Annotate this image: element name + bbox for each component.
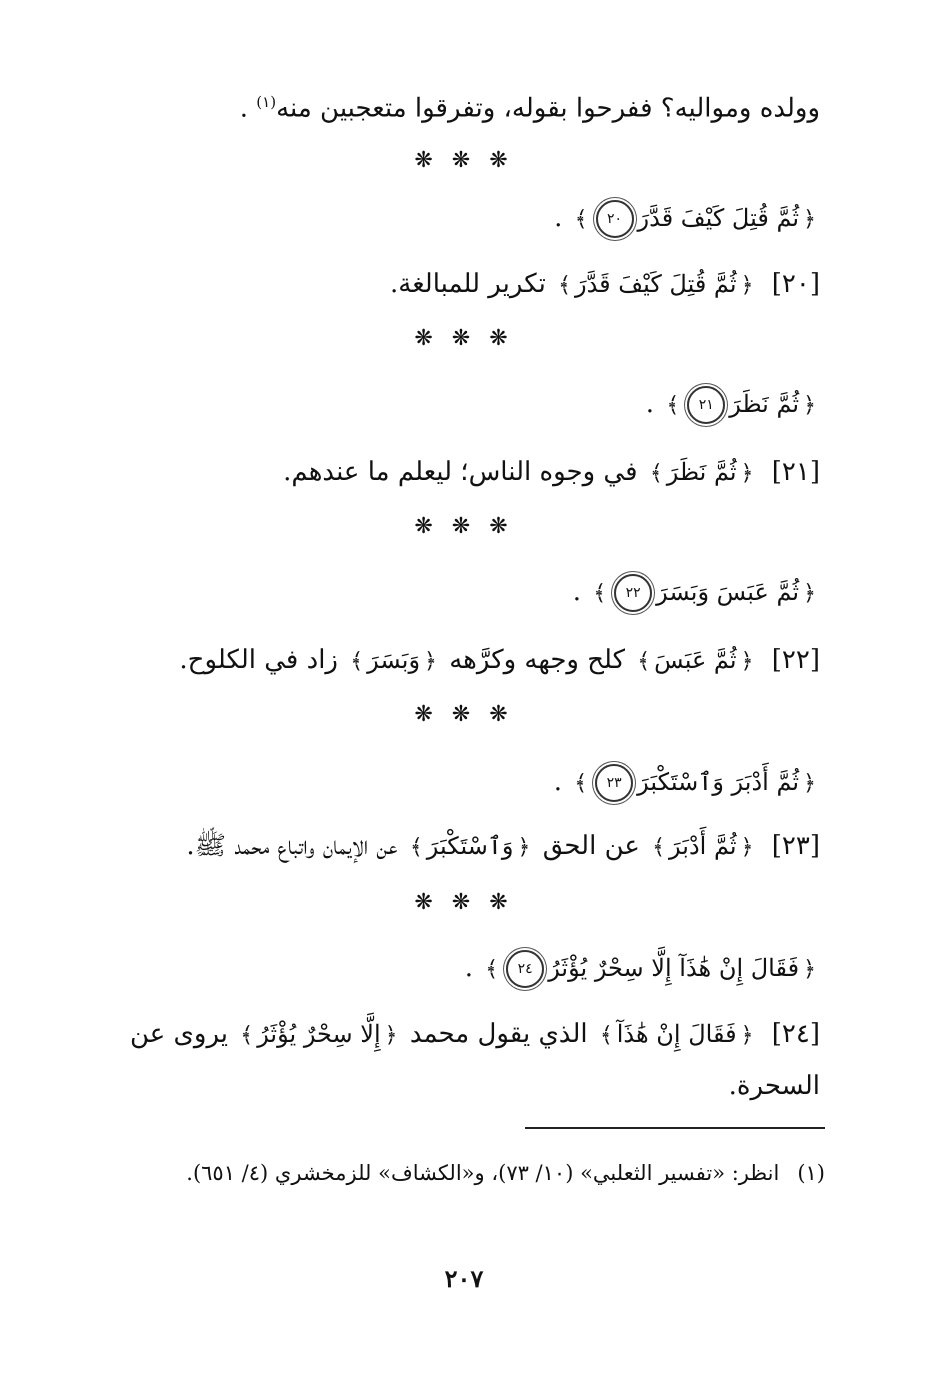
ayah-text: فَقَالَ إِنْ هَٰذَآ إِلَّا سِحْرٌ يُؤْثَرُ [548, 954, 800, 982]
commentary-text: كلح وجهه وكرَّهه [449, 645, 625, 675]
ayah-text: ثُمَّ عَبَسَ وَبَسَرَ [656, 578, 800, 606]
ayah-line-20: ﴿ثُمَّ قُتِلَ كَيْفَ قَدَّرَ٢٠﴾ . [108, 196, 820, 242]
ornate-bracket-close: ﴾ [599, 1023, 613, 1048]
commentary-text: زاد في الكلوح. [179, 645, 338, 675]
ornate-bracket-close: ﴾ [240, 1023, 254, 1048]
ornate-bracket-open: ﴿ [740, 835, 754, 860]
quoted-ayah: ثُمَّ نَظَرَ [666, 458, 737, 486]
commentary-line-23 [108, 826, 820, 868]
quoted-ayah: وَٱسْتَكْبَرَ [426, 832, 514, 860]
ayah-text: ثُمَّ أَدْبَرَ وَٱسْتَكْبَرَ [637, 768, 800, 796]
ornate-bracket-close: ﴾ [574, 771, 588, 796]
page-number: ٢٠٧ [444, 1264, 484, 1293]
separator: ❋ ❋ ❋ [414, 702, 514, 727]
ayah-number-medallion: ٢٤ [506, 950, 544, 988]
intro-line [108, 82, 820, 129]
ornate-bracket-open: ﴿ [803, 581, 816, 606]
ornate-bracket-close: ﴾ [666, 393, 680, 418]
quoted-ayah: ثُمَّ عَبَسَ [654, 646, 737, 674]
commentary-number: [٢٠] [771, 269, 820, 299]
separator: ❋ ❋ ❋ [414, 514, 514, 539]
commentary-number: [٢٤] [771, 1019, 820, 1049]
ayah-number-medallion: ٢١ [687, 386, 725, 424]
quoted-ayah: فَقَالَ إِنْ هَٰذَآ [616, 1020, 737, 1048]
ayah-line-23: ﴿ثُمَّ أَدْبَرَ وَٱسْتَكْبَرَ٢٣﴾ . [108, 760, 820, 806]
intro-end: . [239, 93, 249, 124]
commentary-line-22 [108, 640, 820, 682]
commentary-line-24 [108, 1014, 820, 1056]
ornate-bracket-open: ﴿ [424, 649, 437, 674]
ornate-bracket-close: ﴾ [558, 273, 571, 298]
quoted-ayah: وَبَسَرَ [367, 646, 421, 674]
ornate-bracket-close: ﴾ [485, 957, 499, 982]
ayah-line-22: ﴿ثُمَّ عَبَسَ وَبَسَرَ٢٢﴾ . [108, 570, 820, 616]
ayah-text: ثُمَّ نَظَرَ [729, 390, 800, 418]
ornate-bracket-close: ﴾ [574, 207, 588, 232]
ayah-number-medallion: ٢٢ [614, 574, 652, 612]
commentary-text: السحرة. [728, 1071, 820, 1101]
ornate-bracket-close: ﴾ [637, 649, 651, 674]
separator: ❋ ❋ ❋ [414, 148, 514, 173]
commentary-text: تكرير للمبالغة. [390, 269, 546, 299]
quoted-ayah: ثُمَّ قُتِلَ كَيْفَ قَدَّرَ [574, 270, 737, 298]
separator: ❋ ❋ ❋ [414, 326, 514, 351]
commentary-number: [٢٢] [771, 645, 820, 675]
commentary-number: [٢١] [771, 457, 820, 487]
commentary-number: [٢٣] [771, 831, 820, 861]
commentary-text: في وجوه الناس؛ ليعلم ما عندهم. [283, 457, 638, 487]
ornate-bracket-close: ﴾ [350, 649, 364, 674]
ornate-bracket-open: ﴿ [740, 273, 754, 298]
ornate-bracket-open: ﴿ [740, 461, 754, 486]
ornate-bracket-open: ﴿ [803, 207, 816, 232]
ornate-bracket-close: ﴾ [652, 835, 666, 860]
quoted-ayah: إِلَّا سِحْرٌ يُؤْثَرُ [257, 1020, 381, 1048]
ornate-bracket-open: ﴿ [803, 393, 816, 418]
footnote-number: (١) [797, 1161, 825, 1185]
ornate-bracket-close: ﴾ [649, 461, 663, 486]
ornate-bracket-open: ﴿ [740, 1023, 754, 1048]
ornate-bracket-open: ﴿ [803, 957, 816, 982]
intro-text: وولده ومواليه؟ ففرحوا بقوله، وتفرقوا متعجبين منه [276, 93, 820, 124]
commentary-text: الذي يقول محمد [409, 1019, 588, 1049]
footnote-text: انظر: «تفسير الثعلبي» (١٠/ ٧٣)، و«الكشاف» للزمخشري (٤/ ٦٥١). [186, 1161, 780, 1185]
ornate-bracket-open: ﴿ [384, 1023, 398, 1048]
ayah-number-medallion: ٢٠ [596, 200, 634, 238]
footnote-reference: (١) [256, 93, 277, 111]
ornate-bracket-open: ﴿ [803, 771, 816, 796]
commentary-continuation-24 [108, 1066, 820, 1106]
commentary-text: يروى عن [129, 1019, 229, 1049]
ornate-bracket-open: ﴿ [740, 649, 754, 674]
ornate-bracket-close: ﴾ [409, 835, 423, 860]
ornate-bracket-close: ﴾ [593, 581, 607, 606]
commentary-text: عن الإيمان واتباع محمد ﷺ. [186, 831, 398, 861]
commentary-line-21 [108, 452, 820, 494]
commentary-line-20 [108, 264, 820, 306]
separator: ❋ ❋ ❋ [414, 890, 514, 915]
footnote-separator [525, 1127, 825, 1129]
commentary-text: عن الحق [542, 831, 640, 861]
footnote [108, 1155, 825, 1191]
ayah-line-21: ﴿ثُمَّ نَظَرَ٢١﴾ . [108, 382, 820, 428]
ayah-text: ثُمَّ قُتِلَ كَيْفَ قَدَّرَ [637, 204, 800, 232]
ornate-bracket-open: ﴿ [517, 835, 531, 860]
quoted-ayah: ثُمَّ أَدْبَرَ [669, 832, 737, 860]
ayah-line-24: ﴿فَقَالَ إِنْ هَٰذَآ إِلَّا سِحْرٌ يُؤْثَرُ٢٤﴾ . [108, 946, 820, 992]
ayah-number-medallion: ٢٣ [595, 764, 633, 802]
